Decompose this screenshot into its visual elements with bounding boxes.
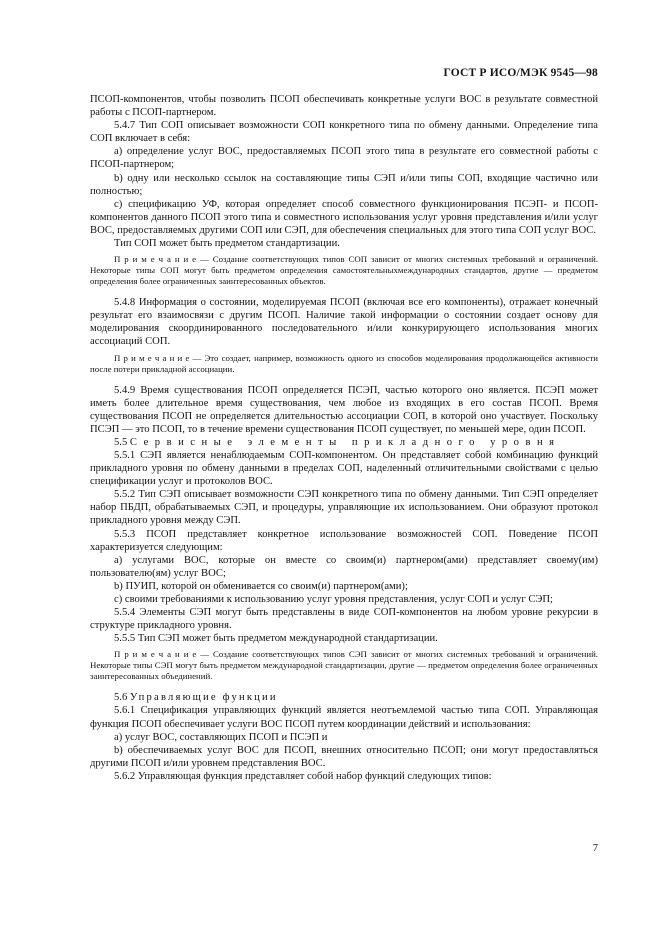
paragraph-5-5-3: 5.5.3 ПСОП представляет конкретное использование возможностей СОП. Поведение ПСОП характеризуется следующим:	[90, 528, 598, 553]
note-text: — Создание соответствующих типов СОП зависит от многих системных требований и ограничений. Некоторые типы СОП могут быть предметом определения самостоятельныхмеждународных стандартов, другие — предметом определения более ограниченных заинтересованных объектов.	[90, 254, 599, 287]
section-number: 5.6	[114, 692, 128, 704]
section-number: 5.5	[114, 436, 128, 448]
paragraph: Тип СОП может быть предметом стандартизации.	[114, 238, 340, 250]
paragraph-5-4-8: 5.4.8 Информация о состоянии, моделируемая ПСОП (включая все его компоненты), отражает конечный результат его взаимосвязи с другим ПСОП. Наличие такой информации о состоянии создает основу для моделирования скоординированного последовательного и/или конкурирующего использования многих ассоциаций СОП.	[90, 297, 598, 348]
paragraph-5-5-5: 5.5.5 Тип СЭП может быть предметом международной стандартизации.	[114, 633, 438, 645]
note-text: — Это создает, например, возможность одного из способов моделирования продолжающейся активности после потери прикладной ассоциации.	[90, 352, 599, 374]
section-heading-5-5	[90, 436, 598, 449]
note	[90, 353, 598, 375]
paragraph-5-5-4: 5.5.4 Элементы СЭП могут быть представлены в виде СОП-компонентов на любом уровне рекурсии в структуре прикладного уровня.	[90, 607, 598, 632]
paragraph-5-4-9: 5.4.9 Время существования ПСОП определяется ПСЭП, частью которого оно является. ПСЭП может иметь более длительное время существования, чем любое из входящих в его состав ПСОП. Время существования ПСОП не определяется длительностью ассоциации СОП, в которой оно участвует. Поскольку ПСЭП — это ПСОП, то в течение времени существования ПСОП существует, по меньшей мере, один ПСОП.	[90, 384, 598, 435]
paragraph-5-5-2: 5.5.2 Тип СЭП описывает возможности СЭП конкретного типа по обмену данными. Тип СЭП определяет набор ПБДП, обрабатываемых СЭП, и процедуры, управляющие их использованием. Они образуют протокол прикладного уровня между СЭП.	[90, 489, 598, 527]
paragraph: ПСОП-компонентов, чтобы позволить ПСОП обеспечивать конкретные услуги ВОС в результате совместной работы с ПСОП-партнером.	[90, 94, 598, 119]
standard-header: ГОСТ Р ИСО/МЭК 9545—98	[443, 67, 598, 79]
paragraph-5-4-7: 5.4.7 Тип СОП описывает возможности СОП конкретного типа по обмену данными. Определение типа СОП включает в себя:	[90, 120, 598, 145]
section-title: Управляющие функции	[129, 692, 278, 704]
list-item-a: а) услуг ВОС, составляющих ПСОП и ПСЭП и	[114, 731, 328, 743]
list-item-a: а) определение услуг ВОС, предоставляемых ПСОП этого типа в результате его совместной работы с ПСОП-партнером;	[90, 146, 598, 171]
list-item-c: с) спецификацию УФ, которая определяет способ совместного функционирования ПСЭП- и ПСОП-компонентов данного ПСОП этого типа и совместного использования услуг уровня представления и/или услуг ВОС, предоставляемых другими СОП или СЭП, для обеспечения специальных для этого типа СОП услуг ВОС.	[90, 198, 598, 236]
note	[90, 649, 598, 682]
list-item-b: b) одну или несколько ссылок на составляющие типы СЭП и/или типы СОП, входящие частично или полностью;	[90, 172, 598, 197]
section-heading-5-6	[90, 691, 598, 704]
paragraph-5-6-1: 5.6.1 Спецификация управляющих функций является неотъемлемой частью типа СОП. Управляющая функция ПСОП обеспечивает услуги ВОС ПСОП путем координации действий и использования:	[90, 705, 598, 730]
page-number: 7	[592, 843, 598, 854]
note-label: П р и м е ч а н и е	[114, 254, 197, 265]
note-label: П р и м е ч а н и е	[114, 352, 190, 363]
note-text: — Создание соответствующих типов СЭП зависит от многих системных требований и ограничений. Некоторые типы СЭП могут быть предметом международной стандартизации, другие — предметом определения более ограниченных заинтересованных объединений.	[90, 649, 598, 682]
paragraph-5-6-2: 5.6.2 Управляющая функция представляет собой набор функций следующих типов:	[114, 770, 492, 782]
note-label: П р и м е ч а н и е	[114, 649, 197, 660]
paragraph-5-5-1: 5.5.1 СЭП является ненаблюдаемым СОП-компонентом. Он представляет собой комбинацию функций прикладного уровня по обмену данными в пределах СОП, наделенный отличительными свойствами с целью спецификации услуг и протоколов ВОС.	[90, 449, 598, 488]
list-item-b: b) ПУИП, которой он обменивается со своим(и) партнером(ами);	[114, 580, 408, 592]
list-item-b: b) обеспечиваемых услуг ВОС для ПСОП, внешних относительно ПСОП; они могут предоставляться другими ПСОП и/или уровнем представления ВОС.	[90, 744, 598, 769]
document-body	[90, 93, 598, 783]
list-item-c: с) своими требованиями к использованию услуг уровня представления, услуг СОП и услуг СЭП;	[114, 594, 553, 605]
list-item-a: а) услугами ВОС, которые он вместе со своим(и) партнером(ами) представляет своему(им) пользователю(ям) услуг ВОС;	[90, 554, 598, 579]
section-title: Сервисные элементы прикладного уровня	[129, 436, 561, 448]
note	[90, 254, 598, 287]
